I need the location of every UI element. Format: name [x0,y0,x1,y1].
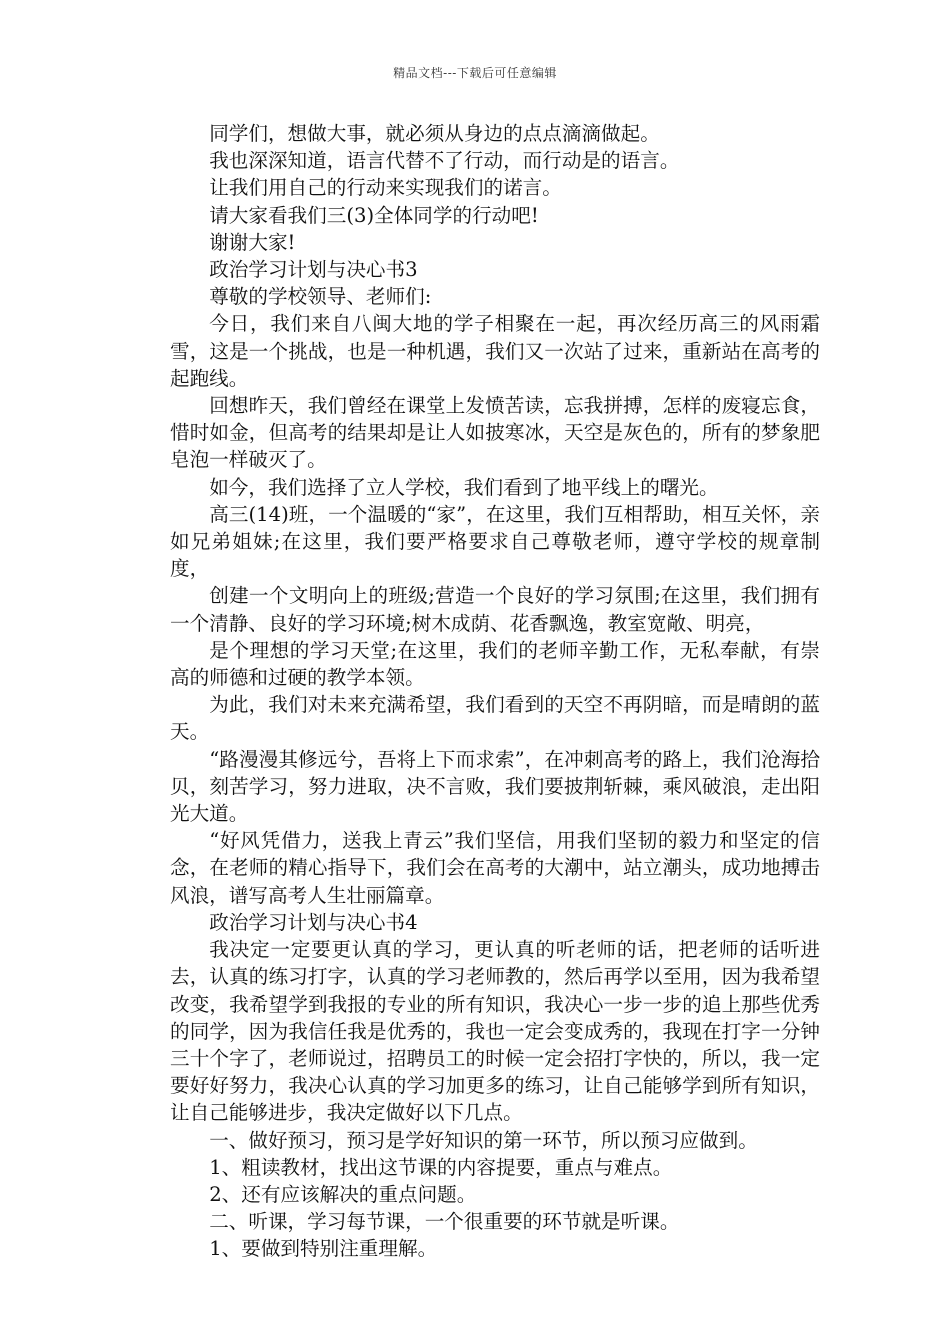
paragraph: 我决定一定要更认真的学习，更认真的听老师的话，把老师的话听进去，认真的练习打字，认真的学习老师教的，然后再学以至用，因为我希望改变，我希望学到我报的专业的所有知识，我决心一步一步的追上那些优秀的同学，因为我信任我是优秀的，我也一定会变成秀的，我现在打字一分钟三十个字了，老师说过，招聘员工的时候一定会招打字快的，所以，我一定要好好努力，我决心认真的学习加更多的练习，让自己能够学到所有知识，让自己能够进步，我决定做好以下几点。 [170,938,820,1125]
paragraph: 谢谢大家! [209,230,296,254]
paragraph: 为此，我们对未来充满希望，我们看到的天空不再阴暗，而是晴朗的蓝天。 [170,693,820,744]
paragraph: 是个理想的学习天堂;在这里，我们的老师辛勤工作，无私奉献，有崇高的师德和过硬的教学本领。 [170,638,820,690]
paragraph: 回想昨天，我们曾经在课堂上发愤苦读，忘我拼搏，怎样的废寝忘食，惜时如金，但高考的结果却是让人如披寒冰，天空是灰色的，所有的梦象肥皂泡一样破灭了。 [170,394,820,472]
list-heading: 二、听课，学习每节课，一个很重要的环节就是听课。 [209,1210,680,1234]
salutation: 尊敬的学校领导、老师们: [209,285,432,309]
document-body [170,120,820,1263]
paragraph: 让我们用自己的行动来实现我们的诺言。 [209,176,562,200]
section-title: 政治学习计划与决心书4 [209,910,418,934]
paragraph: 今日，我们来自八闽大地的学子相聚在一起，再次经历高三的风雨霜雪，这是一个挑战，也是一种机遇，我们又一次站了过来，重新站在高考的起跑线。 [170,312,820,390]
paragraph: 同学们，想做大事，就必须从身边的点点滴滴做起。 [209,122,660,145]
paragraph: 请大家看我们三(3)全体同学的行动吧! [209,203,539,227]
list-item: 1、要做到特别注重理解。 [209,1237,438,1261]
list-item: 1、粗读教材，找出这节课的内容提要，重点与难点。 [209,1155,673,1179]
paragraph: “路漫漫其修远兮，吾将上下而求索”，在冲刺高考的路上，我们沧海拾贝，刻苦学习，努力进取，决不言败，我们要披荆斩棘，乘风破浪，走出阳光大道。 [170,747,820,826]
paragraph: 高三(14)班，一个温暖的“家”，在这里，我们互相帮助，相互关怀，亲如兄弟姐妹;在这里，我们要严格要求自己尊敬老师，遵守学校的规章制度， [170,502,820,581]
list-heading: 一、做好预习，预习是学好知识的第一环节，所以预习应做到。 [209,1128,758,1152]
paragraph: 如今，我们选择了立人学校，我们看到了地平线上的曙光。 [209,475,719,499]
section-title: 政治学习计划与决心书3 [209,258,418,282]
paragraph: 我也深深知道，语言代替不了行动，而行动是的语言。 [209,149,680,173]
list-item: 2、还有应该解决的重点问题。 [209,1182,477,1206]
paragraph: “好风凭借力，送我上青云”我们坚信，用我们坚韧的毅力和坚定的信念，在老师的精心指导下，我们会在高考的大潮中，站立潮头，成功地搏击风浪，谱写高考人生壮丽篇章。 [170,829,820,907]
page-header: 精品文档---下载后可任意编辑 [393,66,557,80]
paragraph: 创建一个文明向上的班级;营造一个良好的学习氛围;在这里，我们拥有一个清静、良好的学习环境;树木成荫、花香飘逸，教室宽敞、明亮， [170,584,820,635]
